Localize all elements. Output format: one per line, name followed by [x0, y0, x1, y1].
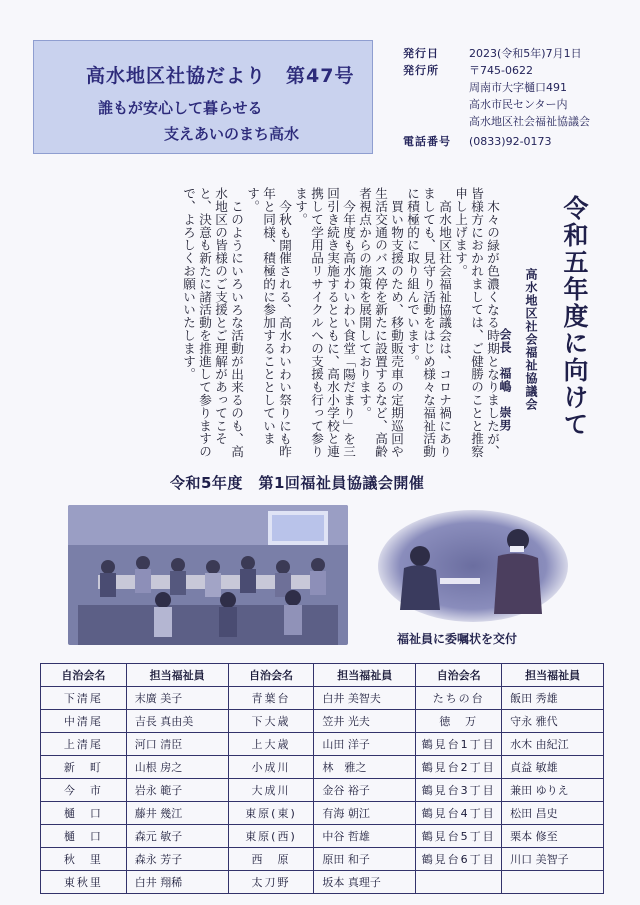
table-cell: 川口 美智子: [502, 848, 604, 871]
table-cell: 樋 口: [41, 802, 127, 825]
article-paragraph: 今年度も高水わいわい食堂「陽だまり」を三回引き続き実施するとともに、高水小学校と連携して学用品リサイクルへの支援も行って参ります。: [293, 187, 356, 458]
table-cell: 末廣 美子: [126, 687, 228, 710]
table-cell: 山根 房之: [126, 756, 228, 779]
table-cell: [416, 871, 502, 894]
table-header-row: [41, 664, 604, 687]
table-cell: 鶴見台3丁目: [416, 779, 502, 802]
table-cell: たちの台: [416, 687, 502, 710]
author-name: 会長 福嶋 崇男: [498, 328, 512, 432]
table-cell: 栗本 修至: [502, 825, 604, 848]
phone-value: (0833)92-0173: [469, 135, 552, 148]
table-cell: 森元 敏子: [126, 825, 228, 848]
table-cell: 松田 昌史: [502, 802, 604, 825]
table-cell: 東原(西): [228, 825, 314, 848]
column-header: 自治会名: [416, 664, 502, 687]
address-line: 周南市大字樋口491: [469, 81, 567, 94]
table-row: [41, 871, 604, 894]
table-cell: 河口 清臣: [126, 733, 228, 756]
table-cell: 飯田 秀雄: [502, 687, 604, 710]
table-cell: 水木 由紀江: [502, 733, 604, 756]
table-cell: 徳 万: [416, 710, 502, 733]
table-cell: 下清尾: [41, 687, 127, 710]
table-cell: 上大歳: [228, 733, 314, 756]
article-paragraph: 木々の緑が色濃くなる時期となりましたが、皆様方におかれましては、ご健勝のことと推察申し上げます。: [453, 187, 500, 458]
postal-code: 〒745-0622: [469, 64, 533, 77]
table-cell: 東原(東): [228, 802, 314, 825]
newsletter-title: 高水地区社協だより 第47号: [86, 65, 355, 87]
table-row: [41, 825, 604, 848]
table-cell: 坂本 真理子: [314, 871, 416, 894]
column-header: 自治会名: [228, 664, 314, 687]
table-cell: 林 雅之: [314, 756, 416, 779]
table-cell: 白井 翔稀: [126, 871, 228, 894]
table-row: [41, 733, 604, 756]
article-body: [60, 187, 500, 467]
table-cell: 鶴見台6丁目: [416, 848, 502, 871]
table-cell: 大成川: [228, 779, 314, 802]
table-cell: 青葉台: [228, 687, 314, 710]
table-cell: 西 原: [228, 848, 314, 871]
table-cell: 貞益 敏雄: [502, 756, 604, 779]
table-cell: 金谷 裕子: [314, 779, 416, 802]
address-building: 高水市民センター内: [469, 98, 568, 111]
table-cell: [502, 871, 604, 894]
slogan-line-1: 誰もが安心して暮らせる: [98, 99, 263, 117]
table-cell: 今 市: [41, 779, 127, 802]
phone-label: 電話番号: [403, 135, 451, 148]
meeting-title: 令和5年度 第1回福祉員協議会開催: [170, 474, 425, 492]
table-cell: 樋 口: [41, 825, 127, 848]
table-cell: 山田 洋子: [314, 733, 416, 756]
article-heading: 令和五年度に向けて: [560, 195, 589, 438]
table-cell: 有海 朝江: [314, 802, 416, 825]
table-cell: 秋 里: [41, 848, 127, 871]
table-cell: 中谷 哲雄: [314, 825, 416, 848]
article-paragraph: 買い物支援のため、移動販売車の定期巡回や生活交通のバス停を新たに設置するなど、高齢者視点からの施策を展開しております。: [357, 187, 404, 458]
author-organization: 高水地区社会福祉協議会: [524, 268, 538, 411]
table-cell: 白井 美智夫: [314, 687, 416, 710]
table-cell: 岩永 範子: [126, 779, 228, 802]
table-cell: 森永 芳子: [126, 848, 228, 871]
issue-date-value: 2023(令和5年)7月1日: [469, 47, 582, 60]
table-cell: 守永 雅代: [502, 710, 604, 733]
table-cell: 吉長 真由美: [126, 710, 228, 733]
table-cell: 笠井 光夫: [314, 710, 416, 733]
table-cell: 新 町: [41, 756, 127, 779]
publisher-name: 高水地区社会福祉協議会: [469, 115, 590, 128]
table-cell: 東秋里: [41, 871, 127, 894]
table-cell: 兼田 ゆりえ: [502, 779, 604, 802]
table-row: [41, 848, 604, 871]
table-cell: 鶴見台4丁目: [416, 802, 502, 825]
issue-date-label: 発行日: [403, 47, 439, 60]
table-cell: 上清尾: [41, 733, 127, 756]
table-row: [41, 710, 604, 733]
column-header: 担当福祉員: [502, 664, 604, 687]
column-header: 担当福祉員: [126, 664, 228, 687]
table-cell: 藤井 幾江: [126, 802, 228, 825]
newsletter-title-box: [33, 40, 373, 154]
table-cell: 下大歳: [228, 710, 314, 733]
meeting-photo: [68, 505, 348, 645]
column-header: 自治会名: [41, 664, 127, 687]
photo-caption: 福祉員に委嘱状を交付: [397, 632, 518, 646]
table-cell: 小成川: [228, 756, 314, 779]
welfare-member-table: [40, 663, 604, 894]
table-cell: 鶴見台5丁目: [416, 825, 502, 848]
article-paragraph: 高水地区社会福祉協議会は、コロナ禍にありましても、見守り活動をはじめ様々な福祉活動に積極的に取り組んでいます。: [405, 187, 452, 458]
article-paragraph: このようにいろいろな活動が出来るのも、高水地区の皆様のご支援とご理解があってこそと、決意も新たに諸活動を推進して参りますので、よろしくお願いいたします。: [181, 187, 244, 458]
column-header: 担当福祉員: [314, 664, 416, 687]
table-row: [41, 756, 604, 779]
table-cell: 鶴見台2丁目: [416, 756, 502, 779]
table-cell: 鶴見台1丁目: [416, 733, 502, 756]
table-cell: 原田 和子: [314, 848, 416, 871]
publisher-label: 発行所: [403, 64, 439, 77]
table-row: [41, 687, 604, 710]
ceremony-photo: [378, 510, 568, 622]
slogan-line-2: 支えあいのまち高水: [164, 125, 300, 143]
table-cell: 中清尾: [41, 710, 127, 733]
table-row: [41, 779, 604, 802]
table-cell: 太刀野: [228, 871, 314, 894]
article-paragraph: 今秋も開催される、高水わいわい祭りにも昨年と同様、積極的に参加することとしています。: [245, 187, 292, 458]
table-row: [41, 802, 604, 825]
